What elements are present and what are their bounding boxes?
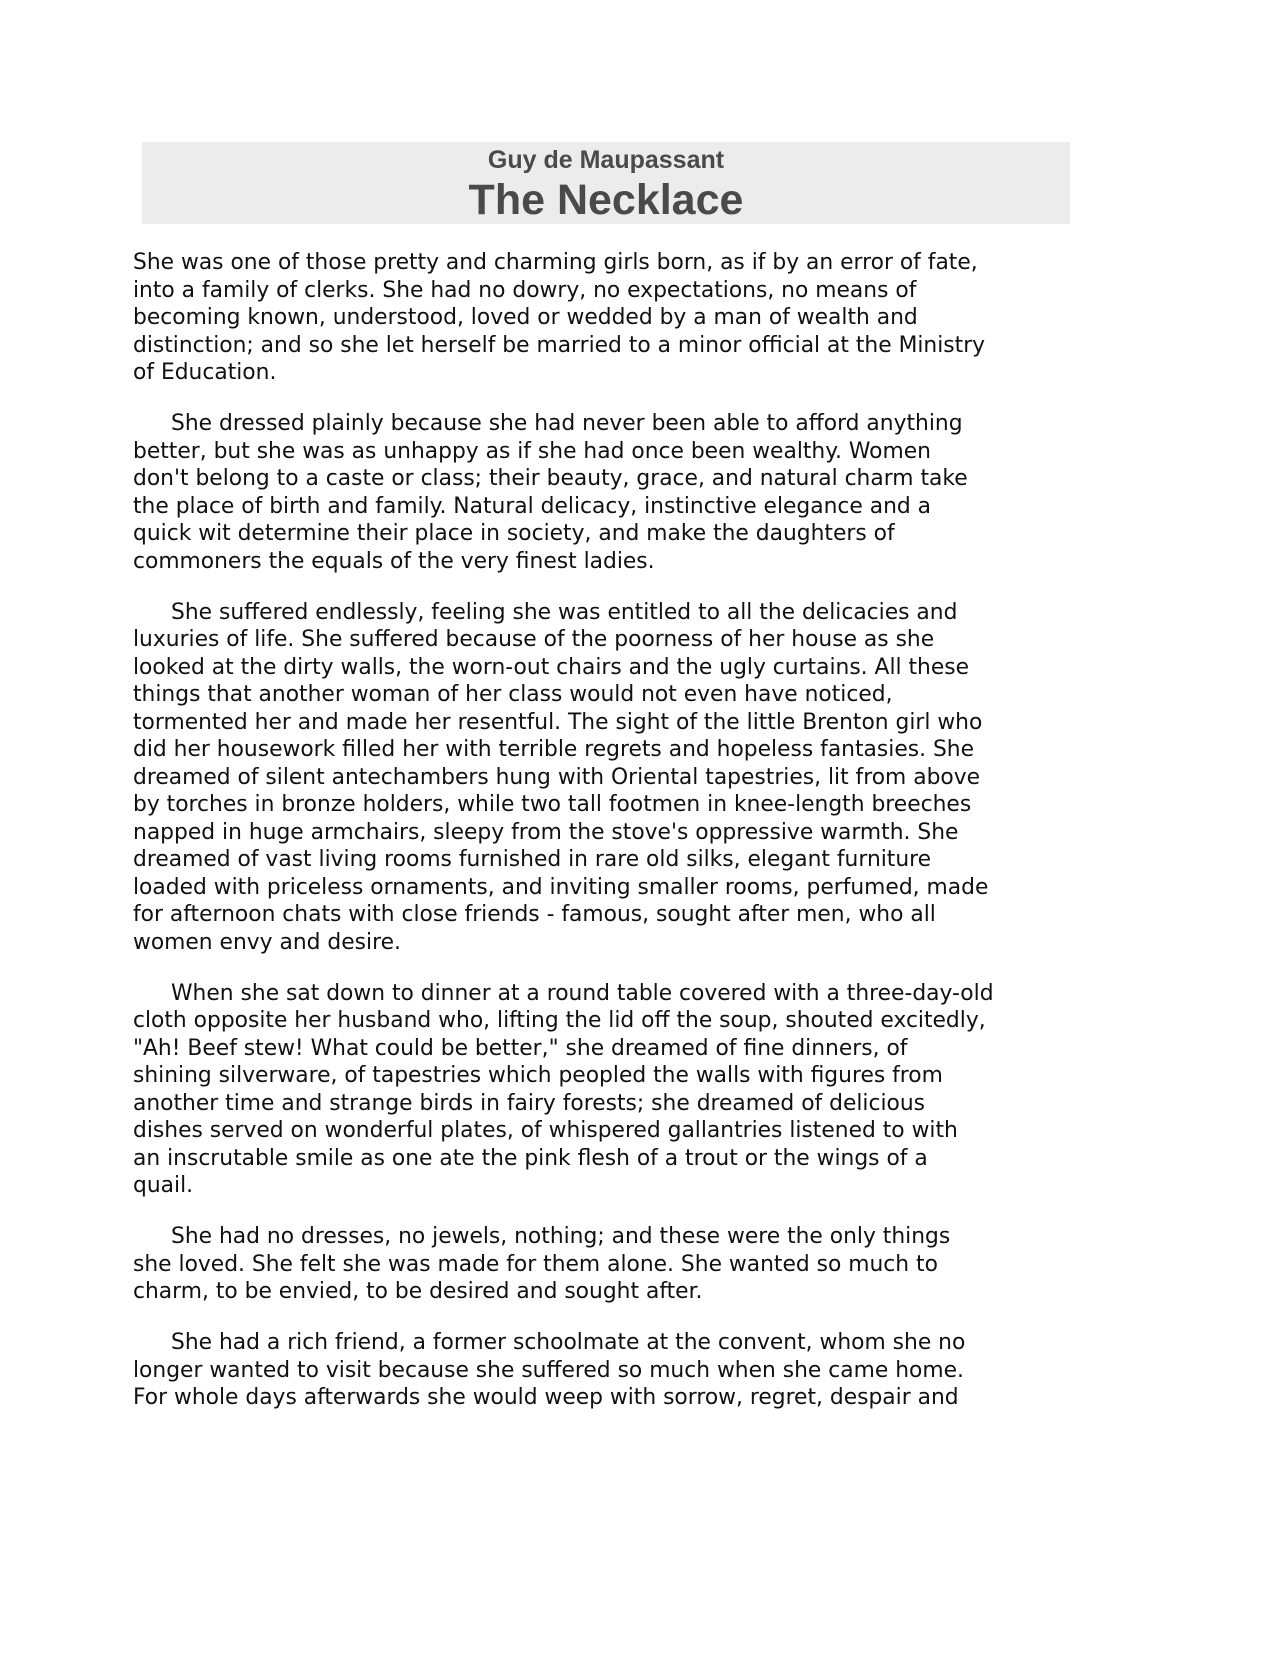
text-line: She had a rich friend, a former schoolmate at the convent, whom she no (171, 1330, 966, 1355)
text-line: did her housework filled her with terrible regrets and hopeless fantasies. She (133, 737, 974, 762)
text-line: women envy and desire. (133, 929, 401, 955)
text-line: an inscrutable smile as one ate the pink flesh of a trout or the wings of a (133, 1145, 928, 1171)
text-line: When she sat down to dinner at a round table covered with a three-day-old (171, 980, 994, 1006)
text-line: quick wit determine their place in society, and make the daughters of (133, 521, 895, 546)
text-line: the place of birth and family. Natural delicacy, instinctive elegance and a (133, 493, 932, 519)
text-line: She was one of those pretty and charming girls born, as if by an error of fate, (133, 250, 978, 275)
text-line: dreamed of vast living rooms furnished in rare old silks, elegant furniture (133, 847, 932, 872)
text-line: better, but she was as unhappy as if she had once been wealthy. Women (133, 438, 931, 464)
text-line: She dressed plainly because she had never been able to afford anything (171, 411, 963, 436)
paragraph (133, 980, 1093, 1200)
text-line: of Education. (133, 360, 277, 385)
text-line: dreamed of silent antechambers hung with Oriental tapestries, lit from above (133, 764, 981, 790)
document-body (133, 249, 1093, 1435)
document-header (142, 142, 1070, 224)
text-line: quail. (133, 1173, 194, 1198)
text-line: by torches in bronze holders, while two tall footmen in knee-length breeches (133, 792, 972, 817)
text-line: charm, to be envied, to be desired and sought after. (133, 1279, 703, 1304)
text-line: She had no dresses, no jewels, nothing; and these were the only things (171, 1224, 951, 1249)
text-line: cloth opposite her husband who, lifting the lid off the soup, shouted excitedly, (133, 1008, 986, 1033)
text-line: into a family of clerks. She had no dowry, no expectations, no means of (133, 277, 917, 303)
text-line: looked at the dirty walls, the worn-out chairs and the ugly curtains. All these (133, 654, 970, 680)
text-line: distinction; and so she let herself be married to a minor official at the Ministry (133, 332, 986, 358)
text-line: She suffered endlessly, feeling she was entitled to all the delicacies and (171, 599, 958, 625)
document-title: The Necklace (468, 176, 744, 224)
text-line: another time and strange birds in fairy forests; she dreamed of delicious (133, 1090, 926, 1116)
text-line: longer wanted to visit because she suffered so much when she came home. (133, 1357, 964, 1383)
text-line: loaded with priceless ornaments, and inviting smaller rooms, perfumed, made (133, 874, 989, 900)
paragraph (133, 1223, 1093, 1306)
text-line: dishes served on wonderful plates, of whispered gallantries listened to with (133, 1118, 958, 1143)
text-line: don't belong to a caste or class; their beauty, grace, and natural charm take (133, 466, 968, 491)
text-line: things that another woman of her class would not even have noticed, (133, 682, 893, 707)
text-line: becoming known, understood, loved or wedded by a man of wealth and (133, 305, 918, 330)
paragraph (133, 1329, 1093, 1412)
paragraph (133, 410, 1093, 575)
text-line: For whole days afterwards she would weep with sorrow, regret, despair and (133, 1385, 959, 1410)
text-line: commoners the equals of the very finest ladies. (133, 548, 655, 574)
paragraph (133, 599, 1093, 957)
text-line: for afternoon chats with close friends - famous, sought after men, who all (133, 902, 936, 927)
text-line: shining silverware, of tapestries which peopled the walls with figures from (133, 1063, 943, 1088)
text-line: luxuries of life. She suffered because of the poorness of her house as she (133, 627, 935, 652)
author-name: Guy de Maupassant (487, 146, 725, 174)
text-line: she loved. She felt she was made for them alone. She wanted so much to (133, 1251, 938, 1277)
text-line: "Ah! Beef stew! What could be better," she dreamed of fine dinners, of (133, 1035, 908, 1061)
paragraph (133, 249, 1093, 387)
text-line: napped in huge armchairs, sleepy from the stove's oppressive warmth. She (133, 819, 959, 845)
text-line: tormented her and made her resentful. The sight of the little Brenton girl who (133, 709, 983, 735)
